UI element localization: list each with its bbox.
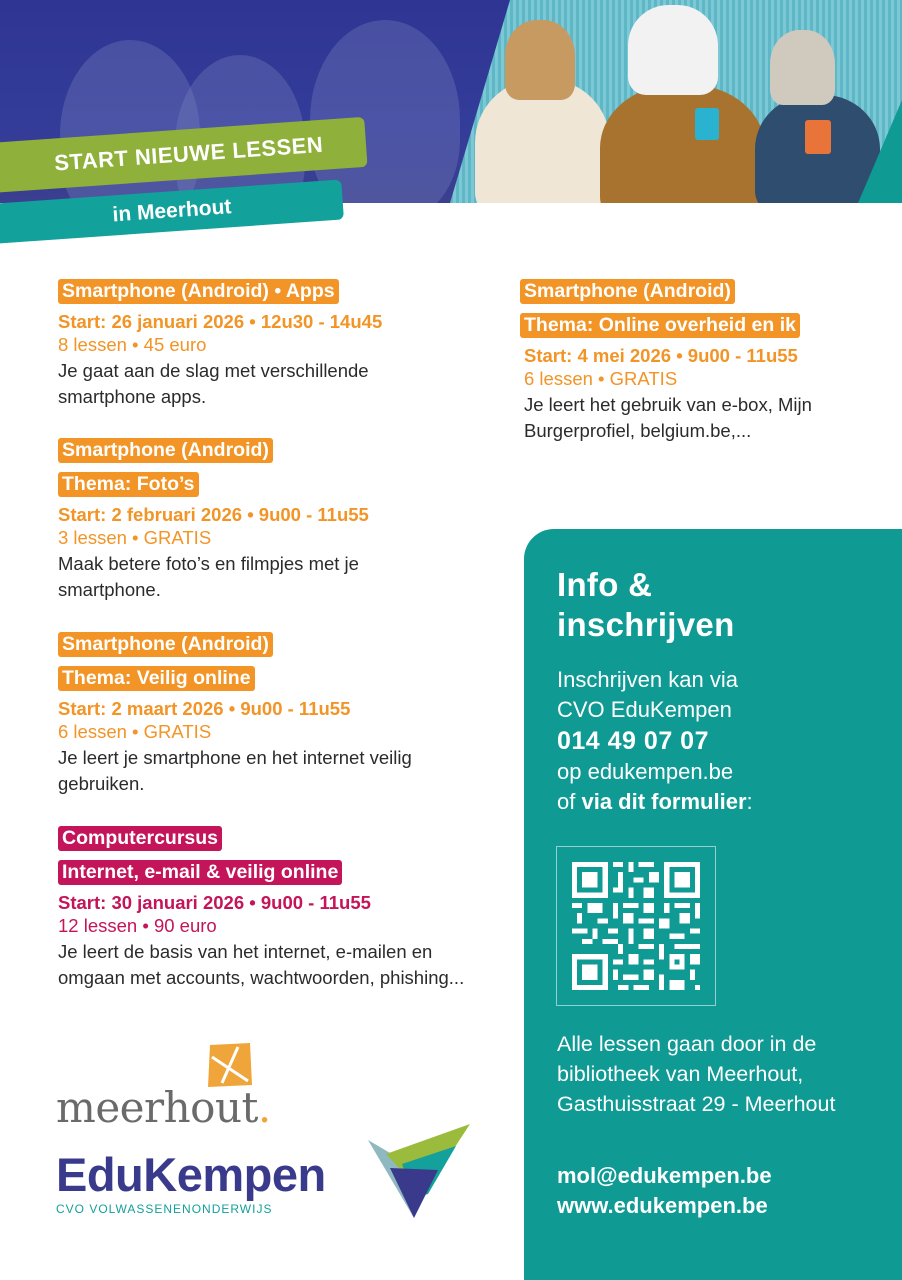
course-start: Start: 4 mei 2026 • 9u00 - 11u55 [524, 345, 798, 366]
course-meta: 6 lessen • GRATIS [524, 368, 678, 389]
course-description: Je gaat aan de slag met verschillende smartphone apps. [58, 360, 369, 407]
edukempen-wordmark: EduKempen [56, 1148, 326, 1201]
form-link[interactable]: via dit formulier [581, 789, 747, 814]
course-smartphone-apps [58, 279, 498, 410]
course-theme-tag: Thema: Foto’s [58, 472, 199, 497]
meerhout-wordmark: meerhout. [56, 1083, 271, 1132]
banner-in-meerhout: in Meerhout [0, 179, 344, 243]
website-link[interactable]: www.edukempen.be [557, 1193, 768, 1218]
location-text: Alle lessen gaan door in de bibliotheek van Meerhout, Gasthuisstraat 29 - Meerhout [557, 1032, 836, 1116]
info-title: Info & inschrijven [557, 566, 735, 643]
registration-text: Inschrijven kan via CVO EduKempen [557, 667, 738, 722]
course-description: Je leert het gebruik van e-box, Mijn Burgerprofiel, belgium.be,... [524, 394, 812, 441]
edukempen-logo [56, 1150, 326, 1216]
course-meta: 3 lessen • GRATIS [58, 527, 212, 548]
contact-block [557, 1161, 772, 1221]
course-start: Start: 2 maart 2026 • 9u00 - 11u55 [58, 698, 351, 719]
course-meta: 12 lessen • 90 euro [58, 915, 217, 936]
course-meta: 8 lessen • 45 euro [58, 334, 207, 355]
course-online-overheid [520, 279, 890, 444]
course-start: Start: 2 februari 2026 • 9u00 - 11u55 [58, 504, 369, 525]
course-description: Je leert de basis van het internet, e-mailen en omgaan met accounts, wachtwoorden, phishing... [58, 941, 465, 988]
course-theme-tag: Thema: Online overheid en ik [520, 313, 800, 338]
edukempen-subtitle: CVO VOLWASSENENONDERWIJS [56, 1202, 273, 1216]
phone-number[interactable]: 014 49 07 07 [557, 727, 709, 755]
course-theme-tag: Thema: Veilig online [58, 666, 255, 691]
course-tag: Smartphone (Android) [58, 438, 273, 463]
banner-start-nieuwe-lessen: START NIEUWE LESSEN [0, 117, 368, 193]
info-panel [524, 529, 902, 1280]
course-tag: Smartphone (Android) [520, 279, 735, 304]
course-start: Start: 26 januari 2026 • 12u30 - 14u45 [58, 311, 383, 332]
course-description: Je leert je smartphone en het internet veilig gebruiken. [58, 747, 412, 794]
qr-code-icon[interactable] [556, 846, 716, 1006]
course-tag: Computercursus [58, 826, 222, 851]
website-registration: op edukempen.be [557, 759, 734, 784]
email-link[interactable]: mol@edukempen.be [557, 1163, 772, 1188]
hero-photo-seniors-phones [450, 0, 902, 203]
course-computercursus [58, 826, 498, 991]
edukempen-checkmark-icon [368, 1124, 470, 1218]
course-smartphone-fotos [58, 438, 498, 603]
course-theme-tag: Internet, e-mail & veilig online [58, 860, 342, 885]
course-description: Maak betere foto’s en filmpjes met je smartphone. [58, 553, 359, 600]
course-tag: Smartphone (Android) • Apps [58, 279, 339, 304]
course-meta: 6 lessen • GRATIS [58, 721, 212, 742]
course-tag: Smartphone (Android) [58, 632, 273, 657]
course-smartphone-veilig-online [58, 632, 498, 797]
meerhout-star-icon [208, 1043, 252, 1087]
course-start: Start: 30 januari 2026 • 9u00 - 11u55 [58, 892, 371, 913]
form-registration: of via dit formulier: [557, 789, 753, 814]
